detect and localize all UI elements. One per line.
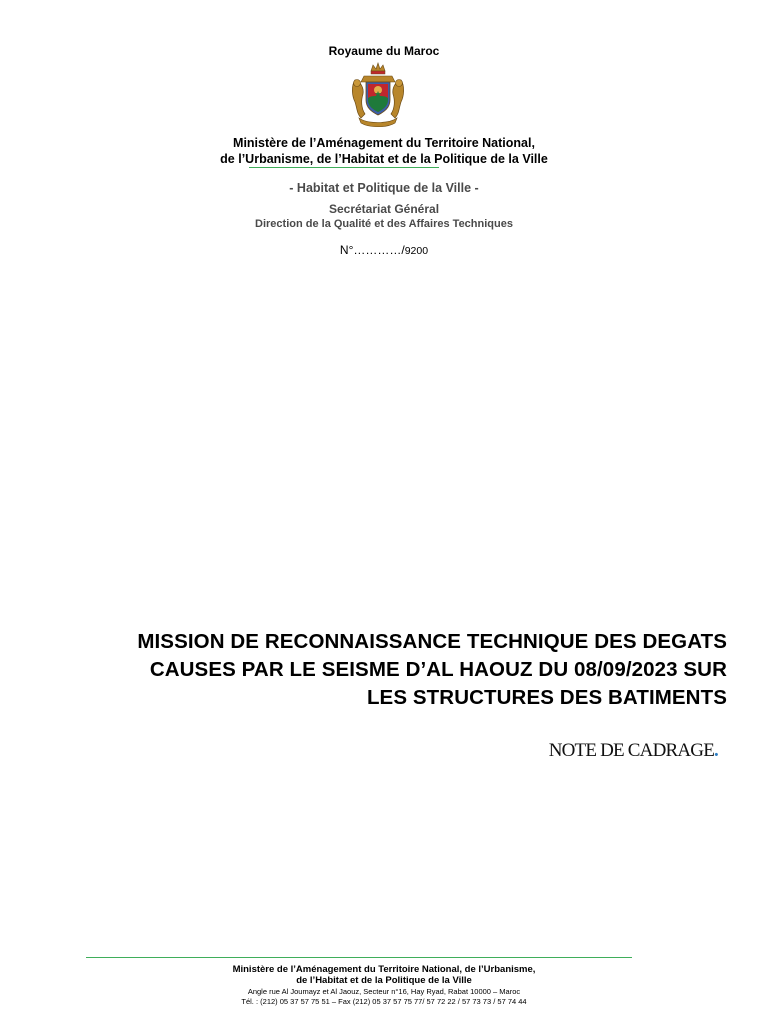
- document-title: [27, 628, 727, 712]
- kingdom-label: Royaume du Maroc: [328, 44, 440, 58]
- department-label: - Habitat et Politique de la Ville -: [289, 181, 479, 195]
- title-line-2: CAUSES PAR LE SEISME D’AL HAOUZ DU 08/09/2023 SUR: [149, 658, 727, 681]
- footer-contact: Tél. : (212) 05 37 57 75 51 – Fax (212) 05 37 57 75 77/ 57 72 22 / 57 73 73 / 57 74 44: [241, 997, 527, 1006]
- ministry-name: [0, 135, 768, 167]
- coat-of-arms-icon: [349, 62, 407, 128]
- reference-prefix: N°…………/: [339, 243, 405, 257]
- direction-label: Direction de la Qualité et des Affaires Techniques: [255, 218, 513, 230]
- title-line-1: MISSION DE RECONNAISSANCE TECHNIQUE DES DEGATS: [137, 630, 727, 653]
- secretariat-label: Secrétariat Général: [328, 202, 440, 216]
- footer-ministry: [0, 964, 768, 986]
- footer-line-2: de l’Habitat et de la Politique de la Ville: [296, 975, 472, 986]
- title-line-3: LES STRUCTURES DES BATIMENTS: [366, 686, 727, 709]
- footer-line-1: Ministère de l’Aménagement du Territoire National, de l’Urbanisme,: [232, 964, 536, 975]
- header-divider: [249, 167, 439, 168]
- reference-number: [0, 243, 768, 257]
- ministry-line-2: de l’Urbanisme, de l’Habitat et de la Politique de la Ville: [220, 152, 548, 166]
- footer-address: Angle rue Al Joumayz et Al Jaouz, Secteur n°16, Hay Ryad, Rabat 10000 – Maroc: [247, 987, 521, 996]
- ministry-line-1: Ministère de l’Aménagement du Territoire National,: [233, 136, 535, 150]
- note-dot: .: [714, 740, 718, 761]
- footer-divider: [86, 957, 632, 958]
- note-text: NOTE DE CADRAGE: [548, 740, 715, 761]
- note-heading: [549, 740, 718, 762]
- reference-value: 9200: [404, 245, 429, 257]
